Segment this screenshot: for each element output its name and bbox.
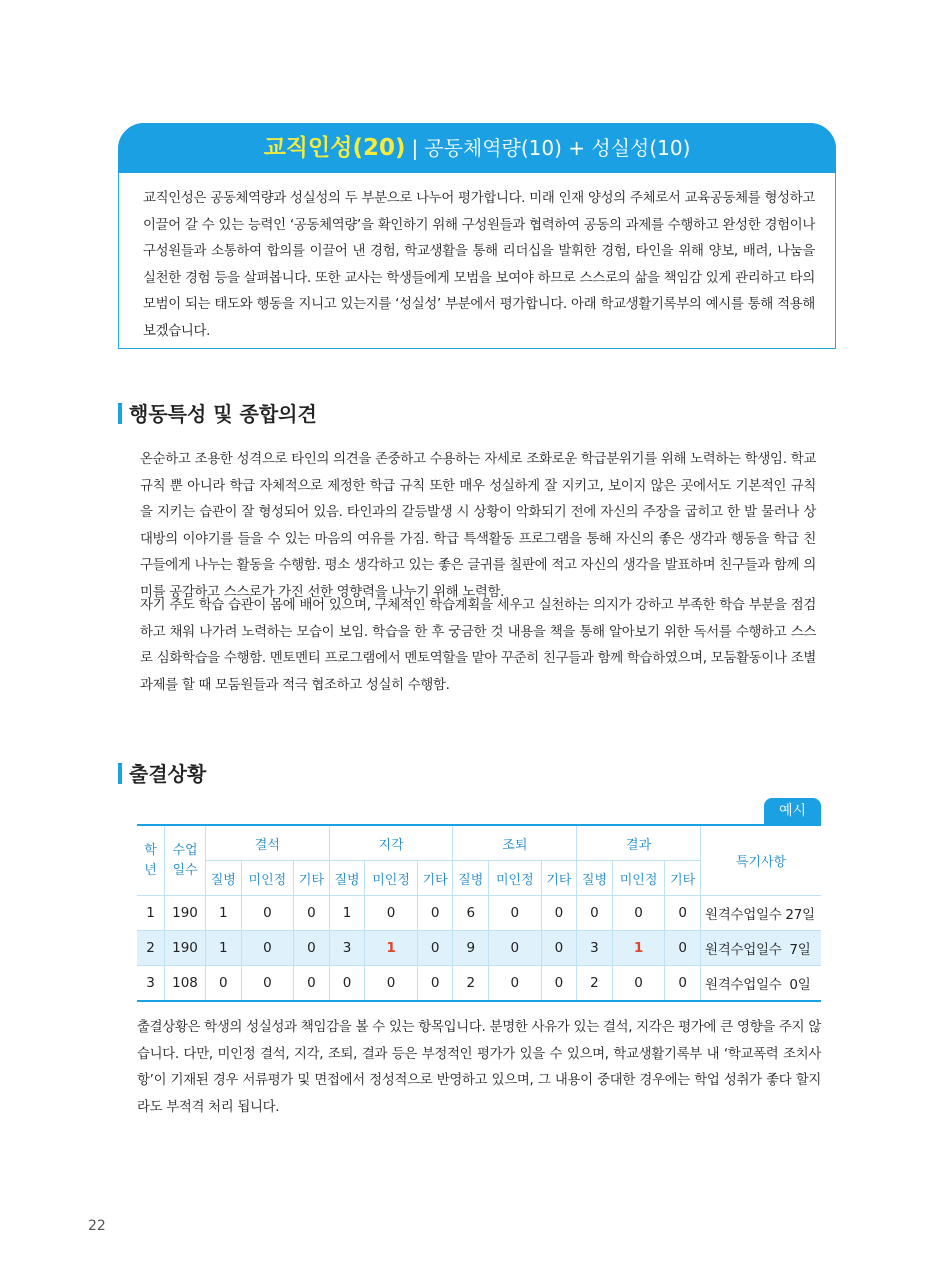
cell-value: 6: [453, 896, 489, 931]
cell-grade: 2: [137, 931, 165, 966]
cell-value: 2: [577, 966, 613, 1002]
sub-header: 미인정: [489, 861, 542, 896]
cell-value: 0: [241, 896, 294, 931]
cell-value: 0: [241, 966, 294, 1002]
cell-value: 2: [453, 966, 489, 1002]
cell-days: 190: [165, 931, 206, 966]
cell-value: 0: [541, 931, 577, 966]
cell-value: 0: [206, 966, 242, 1002]
cell-value: 0: [241, 931, 294, 966]
sub-header: 질병: [206, 861, 242, 896]
cell-value: 0: [417, 966, 453, 1002]
sub-header: 기타: [294, 861, 330, 896]
cell-value: 0: [665, 896, 701, 931]
intro-paragraph: 교직인성은 공동체역량과 성실성의 두 부분으로 나누어 평가합니다. 미래 인재 양성의 주체로서 교육공동체를 형성하고 이끌어 갈 수 있는 능력인 ‘공동체역량’을 확인하기 위해 구성원들과 협력하여 공동의 과제를 수행하고 완성한 경험이나 구성원들과 소통하여 합의를 이끌어 낸 경험, 학교생활을 통해 리더십을 발휘한 경험, 타인을 위해 양보, 배려, 나눔을 실천한 경험 등을 살펴봅니다. 또한 교사는 학생들에게 모범을 보여야 하므로 스스로의 삶을 책임감 있게 관리하고 타의 모범이 되는 태도와 행동을 지니고 있는지를 ‘성실성’ 부분에서 평가합니다. 아래 학교생활기록부의 예시를 통해 적용해보겠습니다.: [143, 191, 815, 339]
cell-value: 0: [329, 966, 365, 1002]
cell-value: 0: [541, 966, 577, 1002]
cell-value: 1: [206, 931, 242, 966]
table-row: [137, 931, 821, 966]
attendance-paragraph: 출결상황은 학생의 성실성과 책임감을 볼 수 있는 항목입니다. 분명한 사유가 있는 결석, 지각은 평가에 큰 영향을 주지 않습니다. 다만, 미인정 결석, 지각, 조퇴, 결과 등은 부정적인 평가가 있을 수 있으며, 학교생활기록부 내 ‘학교폭력 조치사항’이 기재된 경우 서류평가 및 면접에서 정성적으로 반영하고 있으며, 그 내용이 중대한 경우에는 학업 성취가 좋다 할지라도 부적격 처리 됩니다.: [137, 1020, 821, 1115]
example-badge: 예시: [764, 798, 821, 824]
header-early-leave: 조퇴: [453, 825, 577, 861]
attendance-table: [137, 824, 821, 1002]
sub-header: 질병: [329, 861, 365, 896]
header-late: 지각: [329, 825, 453, 861]
header-absence: 결석: [206, 825, 330, 861]
page-number: 22: [88, 1218, 106, 1234]
cell-value: 0: [612, 896, 665, 931]
intro-title-separator: |: [411, 136, 419, 160]
cell-value: 9: [453, 931, 489, 966]
sub-header: 미인정: [241, 861, 294, 896]
sub-header: 기타: [541, 861, 577, 896]
cell-value: 1: [329, 896, 365, 931]
intro-title-bar: [118, 123, 836, 173]
intro-title-sub: 공동체역량(10) + 성실성(10): [424, 136, 691, 160]
intro-title-main: 교직인성(20): [263, 135, 406, 161]
cell-value-highlight: 1: [612, 931, 665, 966]
cell-value: 0: [417, 896, 453, 931]
cell-value: 0: [365, 966, 418, 1002]
section-heading-behavior-text: 행동특성 및 종합의견: [129, 402, 317, 426]
cell-note: 원격수업일수 27일: [701, 896, 822, 931]
cell-value: 0: [612, 966, 665, 1002]
sub-header: 질병: [453, 861, 489, 896]
cell-value-highlight: 1: [365, 931, 418, 966]
sub-header: 질병: [577, 861, 613, 896]
cell-value: 0: [489, 966, 542, 1002]
header-grade: 학 년: [137, 825, 165, 896]
cell-value: 0: [294, 896, 330, 931]
intro-box: [118, 123, 836, 349]
cell-value: 0: [665, 966, 701, 1002]
cell-value: 0: [294, 931, 330, 966]
sub-header: 기타: [417, 861, 453, 896]
cell-value: 0: [365, 896, 418, 931]
cell-value: 0: [541, 896, 577, 931]
cell-value: 1: [206, 896, 242, 931]
section-heading-attendance-text: 출결상황: [129, 762, 207, 786]
cell-note: 원격수업일수 0일: [701, 966, 822, 1002]
cell-value: 0: [665, 931, 701, 966]
behavior-paragraph-1: 온순하고 조용한 성격으로 타인의 의견을 존중하고 수용하는 자세로 조화로운 학급분위기를 위해 노력하는 학생임. 학교규칙 뿐 아니라 학급 자체적으로 제정한 학급 규칙 또한 매우 성실하게 잘 지키고, 보이지 않은 곳에서도 기본적인 규칙을 지키는 습관이 잘 형성되어 있음. 타인과의 갈등발생 시 상황이 악화되기 전에 자신의 주장을 굽히고 한 발 물러나 상대방의 이야기를 들을 수 있는 마음의 여유를 가짐. 학급 특색활동 프로그램을 통해 자신의 좋은 생각과 행동을 학급 친구들에게 나누는 활동을 수행함. 평소 생각하고 있는 좋은 글귀를 칠판에 적고 자신의 생각을 발표하며 친구들과 함께 의미를 공감하고 스스로가 가진 선한 영향력을 나누기 위해 노력함.: [140, 452, 816, 600]
cell-value: 3: [329, 931, 365, 966]
cell-grade: 1: [137, 896, 165, 931]
cell-days: 190: [165, 896, 206, 931]
sub-header: 미인정: [612, 861, 665, 896]
table-row: [137, 966, 821, 1002]
cell-value: 0: [417, 931, 453, 966]
header-days: 수업 일수: [165, 825, 206, 896]
cell-note: 원격수업일수 7일: [701, 931, 822, 966]
cell-grade: 3: [137, 966, 165, 1002]
cell-value: 0: [294, 966, 330, 1002]
sub-header: 미인정: [365, 861, 418, 896]
cell-value: 0: [489, 896, 542, 931]
heading-accent-bar: [118, 403, 122, 424]
section-heading-behavior: [118, 398, 317, 427]
heading-accent-bar: [118, 763, 122, 784]
cell-value: 0: [577, 896, 613, 931]
cell-days: 108: [165, 966, 206, 1002]
header-note: 특기사항: [701, 825, 822, 896]
cell-value: 0: [489, 931, 542, 966]
header-missed-class: 결과: [577, 825, 701, 861]
section-heading-attendance: [118, 758, 206, 787]
behavior-paragraph-2: 자기 주도 학습 습관이 몸에 배어 있으며, 구체적인 학습계획을 세우고 실천하는 의지가 강하고 부족한 학습 부분을 점검하고 채워 나가려 노력하는 모습이 보임. 학습을 한 후 궁금한 것 내용을 책을 통해 알아보기 위한 독서를 수행하고 스스로 심화학습을 수행함. 멘토멘티 프로그램에서 멘토역할을 맡아 꾸준히 친구들과 함께 학습하였으며, 모둠활동이나 조별과제를 할 때 모둠원들과 적극 협조하고 성실히 수행함.: [140, 598, 816, 693]
table-row: [137, 896, 821, 931]
sub-header: 기타: [665, 861, 701, 896]
cell-value: 3: [577, 931, 613, 966]
